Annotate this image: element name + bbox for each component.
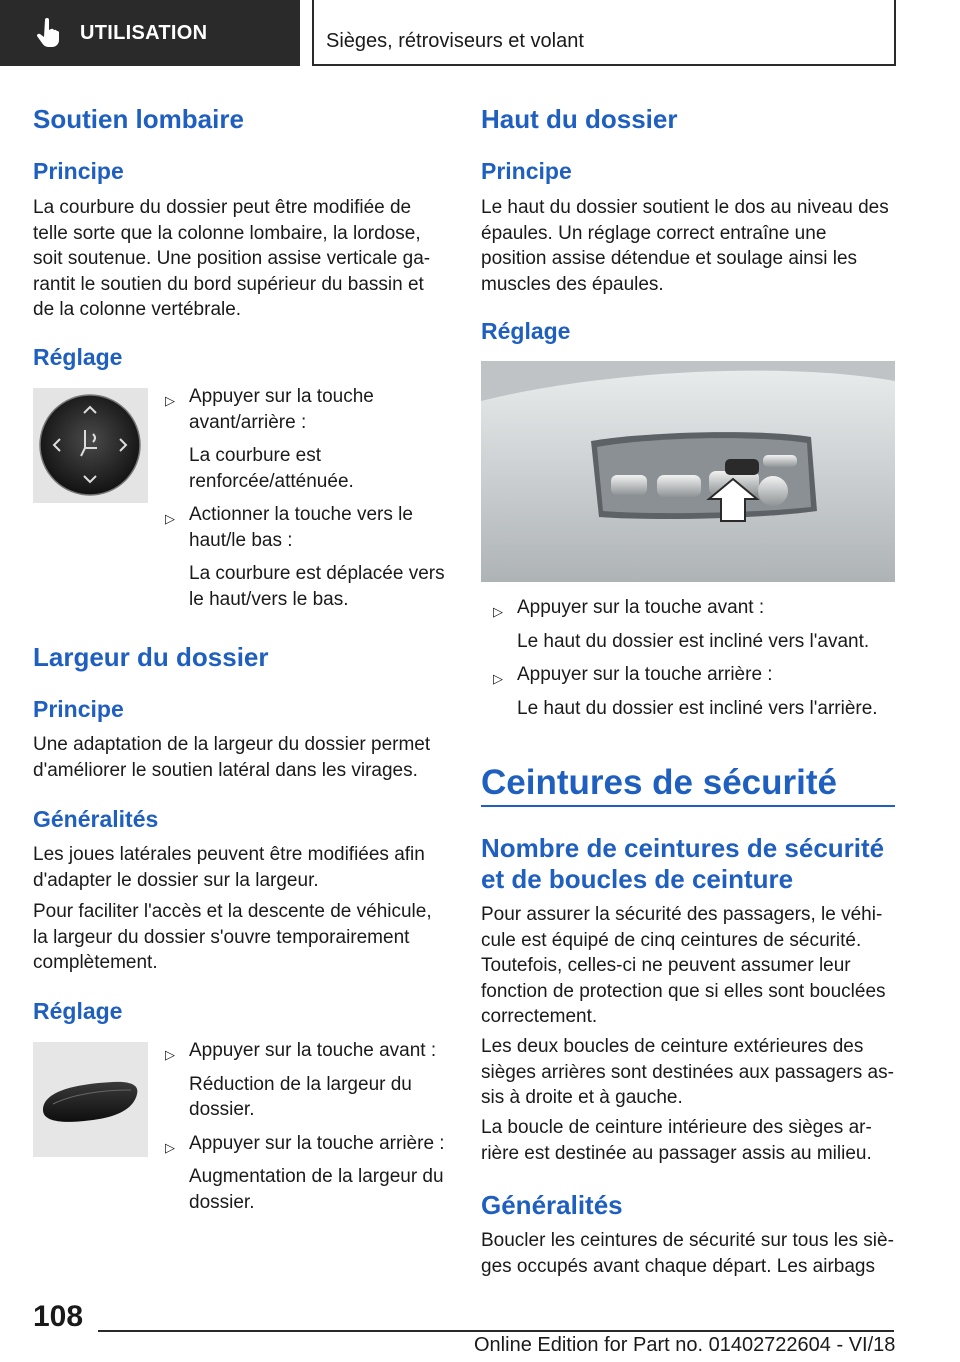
top-principle-text: Le haut du dossier soutient le dos au niveau des épaules. Un réglage correct entraîne une position assise détendue et soulage ainsi les muscles des épaules. — [481, 197, 889, 295]
belts-general-title: Généralités — [481, 1190, 623, 1220]
width-general-text-2: Pour faciliter l'accès et la descente de véhicule, la largeur du dossier s'ouvre temporairement complètement. — [33, 901, 432, 973]
step-action: Actionner la touche vers le haut/le bas : — [189, 504, 413, 551]
chapter-label: Sièges, rétroviseurs et volant — [326, 30, 584, 52]
step-action: Appuyer sur la touche arrière : — [189, 1132, 445, 1154]
lumbar-switch-image — [33, 388, 148, 503]
lumbar-principle-text: La courbure du dossier peut être modifiée de telle sorte que la colonne lombaire, la lordose, soit soutenue. Une position assise verticale garantit le soutien du bord supérieur du bassin et de la colonne vertébrale. — [33, 197, 431, 320]
triangle-right-icon: ▷ — [493, 604, 503, 619]
step-result: Le haut du dossier est incliné vers l'avant. — [517, 630, 870, 652]
width-adjust-title: Réglage — [33, 998, 123, 1024]
belts-title-rule — [481, 805, 895, 807]
top-adjust-title: Réglage — [481, 318, 571, 344]
page-number: 108 — [33, 1300, 84, 1333]
width-general-text-1: Les joues latérales peuvent être modifiées afin d'adapter le dossier sur la largeur. — [33, 844, 425, 891]
footer-divider — [98, 1330, 894, 1332]
belts-number-text-1: Pour assurer la sécurité des passagers, le véhicule est équipé de cinq ceintures de sécurité. Toutefois, celles-ci ne peuvent assumer leur fonction de protection que si elles sont bouclées correctement. — [481, 904, 886, 1027]
seat-controls-image — [481, 361, 895, 582]
width-principle-text: Une adaptation de la largeur du dossier permet d'améliorer le soutien latéral dans les virages. — [33, 734, 431, 781]
step-result: La courbure est renforcée/atténuée. — [189, 445, 354, 492]
width-title: Largeur du dossier — [33, 642, 269, 672]
hand-pointer-icon — [36, 18, 62, 48]
list-item — [153, 384, 453, 494]
triangle-right-icon: ▷ — [493, 671, 503, 686]
lumbar-adjust-title: Réglage — [33, 344, 123, 370]
list-item — [481, 662, 896, 721]
step-action: Appuyer sur la touche avant/arrière : — [189, 386, 374, 433]
lumbar-switch-icon — [33, 388, 148, 503]
step-result: Le haut du dossier est incliné vers l'arrière. — [517, 697, 878, 719]
width-steps — [153, 1038, 453, 1215]
top-title: Haut du dossier — [481, 104, 678, 134]
step-action: Appuyer sur la touche avant : — [517, 597, 765, 618]
section-tab — [0, 0, 300, 66]
step-result: Réduction de la largeur du dossier. — [189, 1073, 412, 1120]
belts-general-text: Boucler les ceintures de sécurité sur tous les sièges occupés avant chaque départ. Les airbags — [481, 1230, 894, 1277]
step-action: Appuyer sur la touche avant : — [189, 1040, 437, 1061]
step-result: Augmentation de la largeur du dossier. — [189, 1166, 444, 1213]
list-item — [153, 1131, 453, 1216]
seat-controls-icon — [481, 361, 895, 582]
footer-edition: Online Edition for Part no. 01402722604 - VI/18 — [474, 1334, 896, 1356]
top-steps — [481, 595, 896, 721]
triangle-right-icon: ▷ — [165, 1047, 175, 1062]
belts-number-title: Nombre de ceintures de sécurité et de boucles de ceinture — [481, 833, 885, 895]
width-switch-image — [33, 1042, 148, 1157]
triangle-right-icon: ▷ — [165, 511, 175, 526]
chapter-box — [312, 0, 896, 66]
belts-title: Ceintures de sécurité — [481, 763, 837, 802]
lumbar-principle-title: Principe — [33, 158, 124, 184]
top-principle-title: Principe — [481, 158, 572, 184]
lumbar-steps — [153, 384, 453, 612]
list-item — [153, 1038, 453, 1123]
width-general-title: Généralités — [33, 806, 159, 832]
belts-number-text-3: La boucle de ceinture intérieure des sièges arrière est destinée au passager assis au milieu. — [481, 1117, 872, 1164]
step-action: Appuyer sur la touche arrière : — [517, 664, 773, 685]
width-principle-title: Principe — [33, 696, 124, 722]
belts-number-text-2: Les deux boucles de ceinture extérieures des sièges arrières sont destinées aux passagers assis à droite et à gauche. — [481, 1036, 894, 1108]
triangle-right-icon: ▷ — [165, 393, 175, 408]
list-item — [481, 595, 896, 654]
lumbar-title: Soutien lombaire — [33, 104, 244, 134]
width-switch-icon — [33, 1042, 148, 1157]
triangle-right-icon: ▷ — [165, 1139, 175, 1155]
page-header — [0, 0, 960, 66]
step-result: La courbure est déplacée vers le haut/vers le bas. — [189, 563, 445, 610]
section-label: UTILISATION — [80, 21, 208, 44]
list-item — [153, 502, 453, 612]
